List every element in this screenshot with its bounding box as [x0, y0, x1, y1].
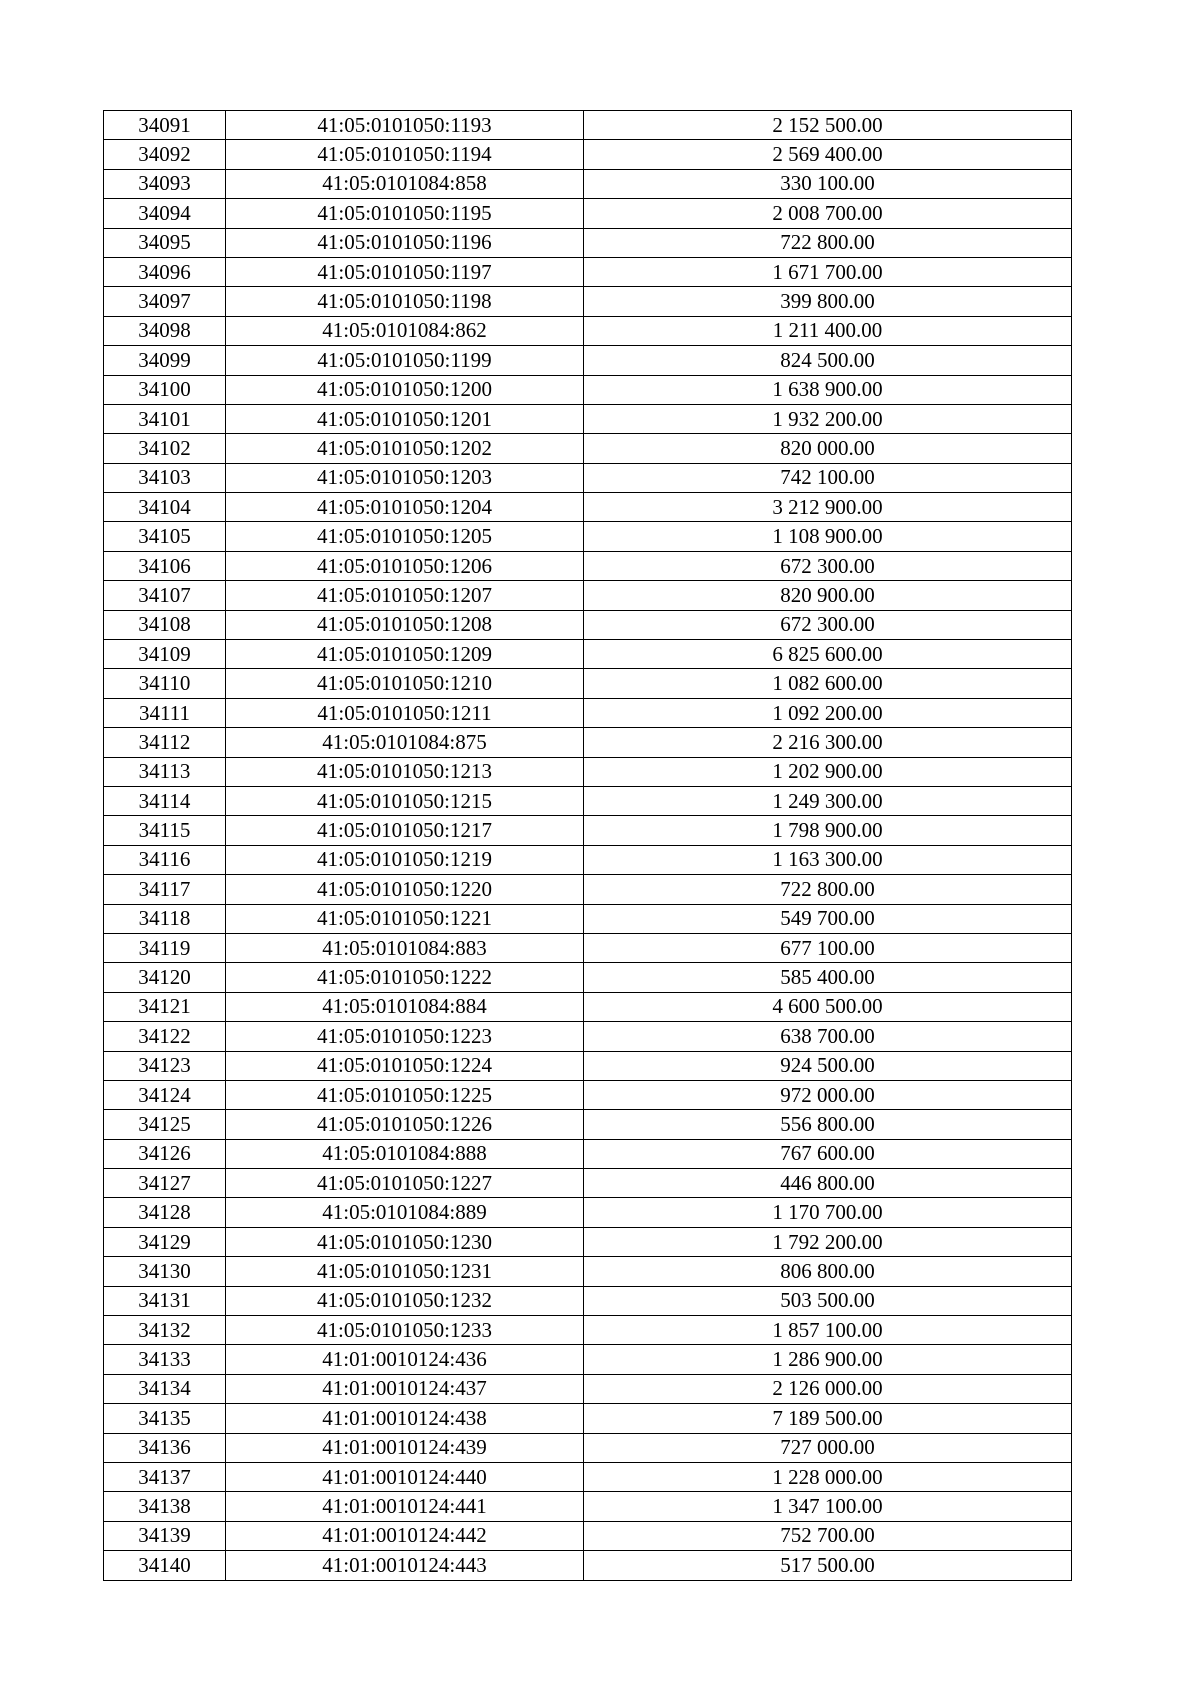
- cadastral-value-cell: 1 163 300.00: [584, 845, 1072, 874]
- table-row: [104, 346, 1072, 375]
- row-number-cell: 34125: [104, 1110, 226, 1139]
- row-number-cell: 34098: [104, 316, 226, 345]
- row-number-cell: 34112: [104, 728, 226, 757]
- table-row: [104, 375, 1072, 404]
- cadastral-number-cell: 41:01:0010124:436: [226, 1345, 584, 1374]
- cadastral-number-cell: 41:05:0101050:1210: [226, 669, 584, 698]
- cadastral-number-cell: 41:05:0101084:889: [226, 1198, 584, 1227]
- row-number-cell: 34131: [104, 1286, 226, 1315]
- cadastral-number-cell: 41:01:0010124:438: [226, 1404, 584, 1433]
- cadastral-value-cell: 1 932 200.00: [584, 404, 1072, 433]
- cadastral-number-cell: 41:05:0101050:1207: [226, 581, 584, 610]
- row-number-cell: 34123: [104, 1051, 226, 1080]
- table-row: [104, 933, 1072, 962]
- row-number-cell: 34136: [104, 1433, 226, 1462]
- table-row: [104, 169, 1072, 198]
- table-row: [104, 228, 1072, 257]
- table-row: [104, 199, 1072, 228]
- table-row: [104, 728, 1072, 757]
- table-row: [104, 1022, 1072, 1051]
- table-row: [104, 1521, 1072, 1550]
- table-row: [104, 845, 1072, 874]
- table-row: [104, 493, 1072, 522]
- cadastral-value-cell: 1 638 900.00: [584, 375, 1072, 404]
- cadastral-number-cell: 41:05:0101084:884: [226, 992, 584, 1021]
- row-number-cell: 34134: [104, 1374, 226, 1403]
- table-row: [104, 875, 1072, 904]
- cadastral-value-cell: 677 100.00: [584, 933, 1072, 962]
- cadastral-value-cell: 3 212 900.00: [584, 493, 1072, 522]
- cadastral-number-cell: 41:05:0101050:1220: [226, 875, 584, 904]
- cadastral-number-cell: 41:01:0010124:439: [226, 1433, 584, 1462]
- cadastral-value-cell: 2 152 500.00: [584, 111, 1072, 140]
- table-row: [104, 1110, 1072, 1139]
- table-row: [104, 1316, 1072, 1345]
- row-number-cell: 34096: [104, 257, 226, 286]
- cadastral-value-cell: 556 800.00: [584, 1110, 1072, 1139]
- row-number-cell: 34117: [104, 875, 226, 904]
- cadastral-value-cell: 752 700.00: [584, 1521, 1072, 1550]
- row-number-cell: 34103: [104, 463, 226, 492]
- row-number-cell: 34101: [104, 404, 226, 433]
- cadastral-value-cell: 1 347 100.00: [584, 1492, 1072, 1521]
- table-row: [104, 1462, 1072, 1491]
- cadastral-value-cell: 767 600.00: [584, 1139, 1072, 1168]
- row-number-cell: 34107: [104, 581, 226, 610]
- cadastral-value-cell: 1 249 300.00: [584, 786, 1072, 815]
- table-row: [104, 1404, 1072, 1433]
- cadastral-number-cell: 41:05:0101050:1231: [226, 1257, 584, 1286]
- cadastral-number-cell: 41:05:0101084:858: [226, 169, 584, 198]
- row-number-cell: 34093: [104, 169, 226, 198]
- row-number-cell: 34114: [104, 786, 226, 815]
- cadastral-value-cell: 672 300.00: [584, 610, 1072, 639]
- table-row: [104, 522, 1072, 551]
- table-row: [104, 404, 1072, 433]
- cadastral-number-cell: 41:01:0010124:441: [226, 1492, 584, 1521]
- table-row: [104, 1051, 1072, 1080]
- cadastral-value-cell: 820 900.00: [584, 581, 1072, 610]
- cadastral-number-cell: 41:01:0010124:443: [226, 1551, 584, 1580]
- row-number-cell: 34133: [104, 1345, 226, 1374]
- cadastral-number-cell: 41:05:0101050:1205: [226, 522, 584, 551]
- cadastral-value-cell: 672 300.00: [584, 551, 1072, 580]
- cadastral-value-cell: 6 825 600.00: [584, 640, 1072, 669]
- cadastral-number-cell: 41:05:0101050:1221: [226, 904, 584, 933]
- cadastral-number-cell: 41:05:0101050:1204: [226, 493, 584, 522]
- cadastral-value-cell: 2 216 300.00: [584, 728, 1072, 757]
- table-row: [104, 257, 1072, 286]
- cadastral-value-cell: 806 800.00: [584, 1257, 1072, 1286]
- cadastral-number-cell: 41:05:0101050:1217: [226, 816, 584, 845]
- cadastral-number-cell: 41:05:0101084:888: [226, 1139, 584, 1168]
- cadastral-value-cell: 399 800.00: [584, 287, 1072, 316]
- cadastral-value-cell: 727 000.00: [584, 1433, 1072, 1462]
- cadastral-number-cell: 41:05:0101050:1215: [226, 786, 584, 815]
- cadastral-number-cell: 41:05:0101050:1226: [226, 1110, 584, 1139]
- table-row: [104, 1169, 1072, 1198]
- table-row: [104, 640, 1072, 669]
- table-row: [104, 140, 1072, 169]
- cadastral-value-cell: 1 170 700.00: [584, 1198, 1072, 1227]
- table-row: [104, 816, 1072, 845]
- cadastral-value-cell: 1 228 000.00: [584, 1462, 1072, 1491]
- cadastral-value-cell: 1 671 700.00: [584, 257, 1072, 286]
- table-row: [104, 1551, 1072, 1580]
- table-row: [104, 1286, 1072, 1315]
- row-number-cell: 34091: [104, 111, 226, 140]
- table-row: [104, 316, 1072, 345]
- row-number-cell: 34128: [104, 1198, 226, 1227]
- row-number-cell: 34106: [104, 551, 226, 580]
- cadastral-number-cell: 41:05:0101050:1230: [226, 1227, 584, 1256]
- table-row: [104, 581, 1072, 610]
- row-number-cell: 34137: [104, 1462, 226, 1491]
- cadastral-value-cell: 2 008 700.00: [584, 199, 1072, 228]
- row-number-cell: 34118: [104, 904, 226, 933]
- cadastral-number-cell: 41:05:0101050:1211: [226, 698, 584, 727]
- cadastral-number-cell: 41:05:0101050:1209: [226, 640, 584, 669]
- cadastral-value-cell: 1 092 200.00: [584, 698, 1072, 727]
- table-row: [104, 111, 1072, 140]
- table-row: [104, 669, 1072, 698]
- cadastral-value-cell: 549 700.00: [584, 904, 1072, 933]
- cadastral-value-cell: 1 857 100.00: [584, 1316, 1072, 1345]
- table-row: [104, 1374, 1072, 1403]
- row-number-cell: 34113: [104, 757, 226, 786]
- cadastral-number-cell: 41:05:0101050:1202: [226, 434, 584, 463]
- cadastral-number-cell: 41:05:0101084:862: [226, 316, 584, 345]
- cadastral-number-cell: 41:05:0101050:1193: [226, 111, 584, 140]
- row-number-cell: 34138: [104, 1492, 226, 1521]
- cadastral-value-cell: 1 798 900.00: [584, 816, 1072, 845]
- cadastral-value-cell: 820 000.00: [584, 434, 1072, 463]
- cadastral-value-cell: 824 500.00: [584, 346, 1072, 375]
- cadastral-value-cell: 2 569 400.00: [584, 140, 1072, 169]
- row-number-cell: 34099: [104, 346, 226, 375]
- row-number-cell: 34120: [104, 963, 226, 992]
- cadastral-number-cell: 41:05:0101050:1232: [226, 1286, 584, 1315]
- row-number-cell: 34109: [104, 640, 226, 669]
- row-number-cell: 34097: [104, 287, 226, 316]
- cadastral-value-cell: 1 082 600.00: [584, 669, 1072, 698]
- table-row: [104, 1257, 1072, 1286]
- cadastral-number-cell: 41:05:0101050:1208: [226, 610, 584, 639]
- table-row: [104, 1227, 1072, 1256]
- table-row: [104, 1433, 1072, 1462]
- row-number-cell: 34108: [104, 610, 226, 639]
- row-number-cell: 34105: [104, 522, 226, 551]
- row-number-cell: 34126: [104, 1139, 226, 1168]
- cadastral-value-cell: 638 700.00: [584, 1022, 1072, 1051]
- cadastral-value-cell: 1 108 900.00: [584, 522, 1072, 551]
- row-number-cell: 34100: [104, 375, 226, 404]
- cadastral-number-cell: 41:05:0101050:1195: [226, 199, 584, 228]
- row-number-cell: 34102: [104, 434, 226, 463]
- cadastral-number-cell: 41:05:0101050:1198: [226, 287, 584, 316]
- cadastral-number-cell: 41:05:0101050:1197: [226, 257, 584, 286]
- cadastral-number-cell: 41:05:0101050:1222: [226, 963, 584, 992]
- table-row: [104, 1139, 1072, 1168]
- row-number-cell: 34116: [104, 845, 226, 874]
- table-row: [104, 1080, 1072, 1109]
- row-number-cell: 34135: [104, 1404, 226, 1433]
- cadastral-number-cell: 41:05:0101050:1223: [226, 1022, 584, 1051]
- row-number-cell: 34104: [104, 493, 226, 522]
- cadastral-number-cell: 41:05:0101050:1225: [226, 1080, 584, 1109]
- table-row: [104, 1492, 1072, 1521]
- cadastral-number-cell: 41:05:0101050:1219: [226, 845, 584, 874]
- row-number-cell: 34119: [104, 933, 226, 962]
- table-row: [104, 610, 1072, 639]
- row-number-cell: 34111: [104, 698, 226, 727]
- row-number-cell: 34140: [104, 1551, 226, 1580]
- cadastral-number-cell: 41:05:0101050:1224: [226, 1051, 584, 1080]
- row-number-cell: 34124: [104, 1080, 226, 1109]
- row-number-cell: 34115: [104, 816, 226, 845]
- cadastral-number-cell: 41:05:0101050:1233: [226, 1316, 584, 1345]
- cadastral-value-cell: 1 211 400.00: [584, 316, 1072, 345]
- cadastral-value-cell: 517 500.00: [584, 1551, 1072, 1580]
- table-row: [104, 551, 1072, 580]
- cadastral-number-cell: 41:05:0101050:1201: [226, 404, 584, 433]
- row-number-cell: 34129: [104, 1227, 226, 1256]
- row-number-cell: 34132: [104, 1316, 226, 1345]
- cadastral-value-cell: 1 286 900.00: [584, 1345, 1072, 1374]
- row-number-cell: 34092: [104, 140, 226, 169]
- cadastral-value-cell: 742 100.00: [584, 463, 1072, 492]
- table-row: [104, 786, 1072, 815]
- table-row: [104, 463, 1072, 492]
- row-number-cell: 34121: [104, 992, 226, 1021]
- cadastral-number-cell: 41:05:0101050:1200: [226, 375, 584, 404]
- cadastral-number-cell: 41:01:0010124:442: [226, 1521, 584, 1550]
- table-row: [104, 1345, 1072, 1374]
- cadastral-number-cell: 41:05:0101050:1213: [226, 757, 584, 786]
- table-row: [104, 434, 1072, 463]
- cadastral-value-cell: 924 500.00: [584, 1051, 1072, 1080]
- table-row: [104, 963, 1072, 992]
- row-number-cell: 34110: [104, 669, 226, 698]
- cadastral-number-cell: 41:05:0101050:1227: [226, 1169, 584, 1198]
- cadastral-number-cell: 41:05:0101050:1199: [226, 346, 584, 375]
- cadastral-value-cell: 722 800.00: [584, 875, 1072, 904]
- row-number-cell: 34130: [104, 1257, 226, 1286]
- cadastral-number-cell: 41:05:0101050:1196: [226, 228, 584, 257]
- cadastral-value-cell: 446 800.00: [584, 1169, 1072, 1198]
- cadastral-number-cell: 41:05:0101084:875: [226, 728, 584, 757]
- table-row: [104, 904, 1072, 933]
- cadastral-value-cell: 7 189 500.00: [584, 1404, 1072, 1433]
- row-number-cell: 34127: [104, 1169, 226, 1198]
- cadastral-value-cell: 330 100.00: [584, 169, 1072, 198]
- cadastral-value-cell: 972 000.00: [584, 1080, 1072, 1109]
- cadastral-value-cell: 1 202 900.00: [584, 757, 1072, 786]
- row-number-cell: 34122: [104, 1022, 226, 1051]
- row-number-cell: 34095: [104, 228, 226, 257]
- table-row: [104, 287, 1072, 316]
- row-number-cell: 34139: [104, 1521, 226, 1550]
- cadastral-number-cell: 41:01:0010124:440: [226, 1462, 584, 1491]
- cadastral-value-cell: 4 600 500.00: [584, 992, 1072, 1021]
- cadastral-value-cell: 503 500.00: [584, 1286, 1072, 1315]
- table-row: [104, 698, 1072, 727]
- cadastral-number-cell: 41:05:0101050:1203: [226, 463, 584, 492]
- cadastral-number-cell: 41:05:0101084:883: [226, 933, 584, 962]
- registry-table: [103, 110, 1072, 1581]
- cadastral-value-cell: 2 126 000.00: [584, 1374, 1072, 1403]
- row-number-cell: 34094: [104, 199, 226, 228]
- cadastral-number-cell: 41:05:0101050:1194: [226, 140, 584, 169]
- registry-table-body: [104, 111, 1072, 1581]
- table-row: [104, 1198, 1072, 1227]
- cadastral-value-cell: 1 792 200.00: [584, 1227, 1072, 1256]
- table-row: [104, 757, 1072, 786]
- cadastral-value-cell: 585 400.00: [584, 963, 1072, 992]
- cadastral-value-cell: 722 800.00: [584, 228, 1072, 257]
- table-row: [104, 992, 1072, 1021]
- cadastral-number-cell: 41:05:0101050:1206: [226, 551, 584, 580]
- cadastral-number-cell: 41:01:0010124:437: [226, 1374, 584, 1403]
